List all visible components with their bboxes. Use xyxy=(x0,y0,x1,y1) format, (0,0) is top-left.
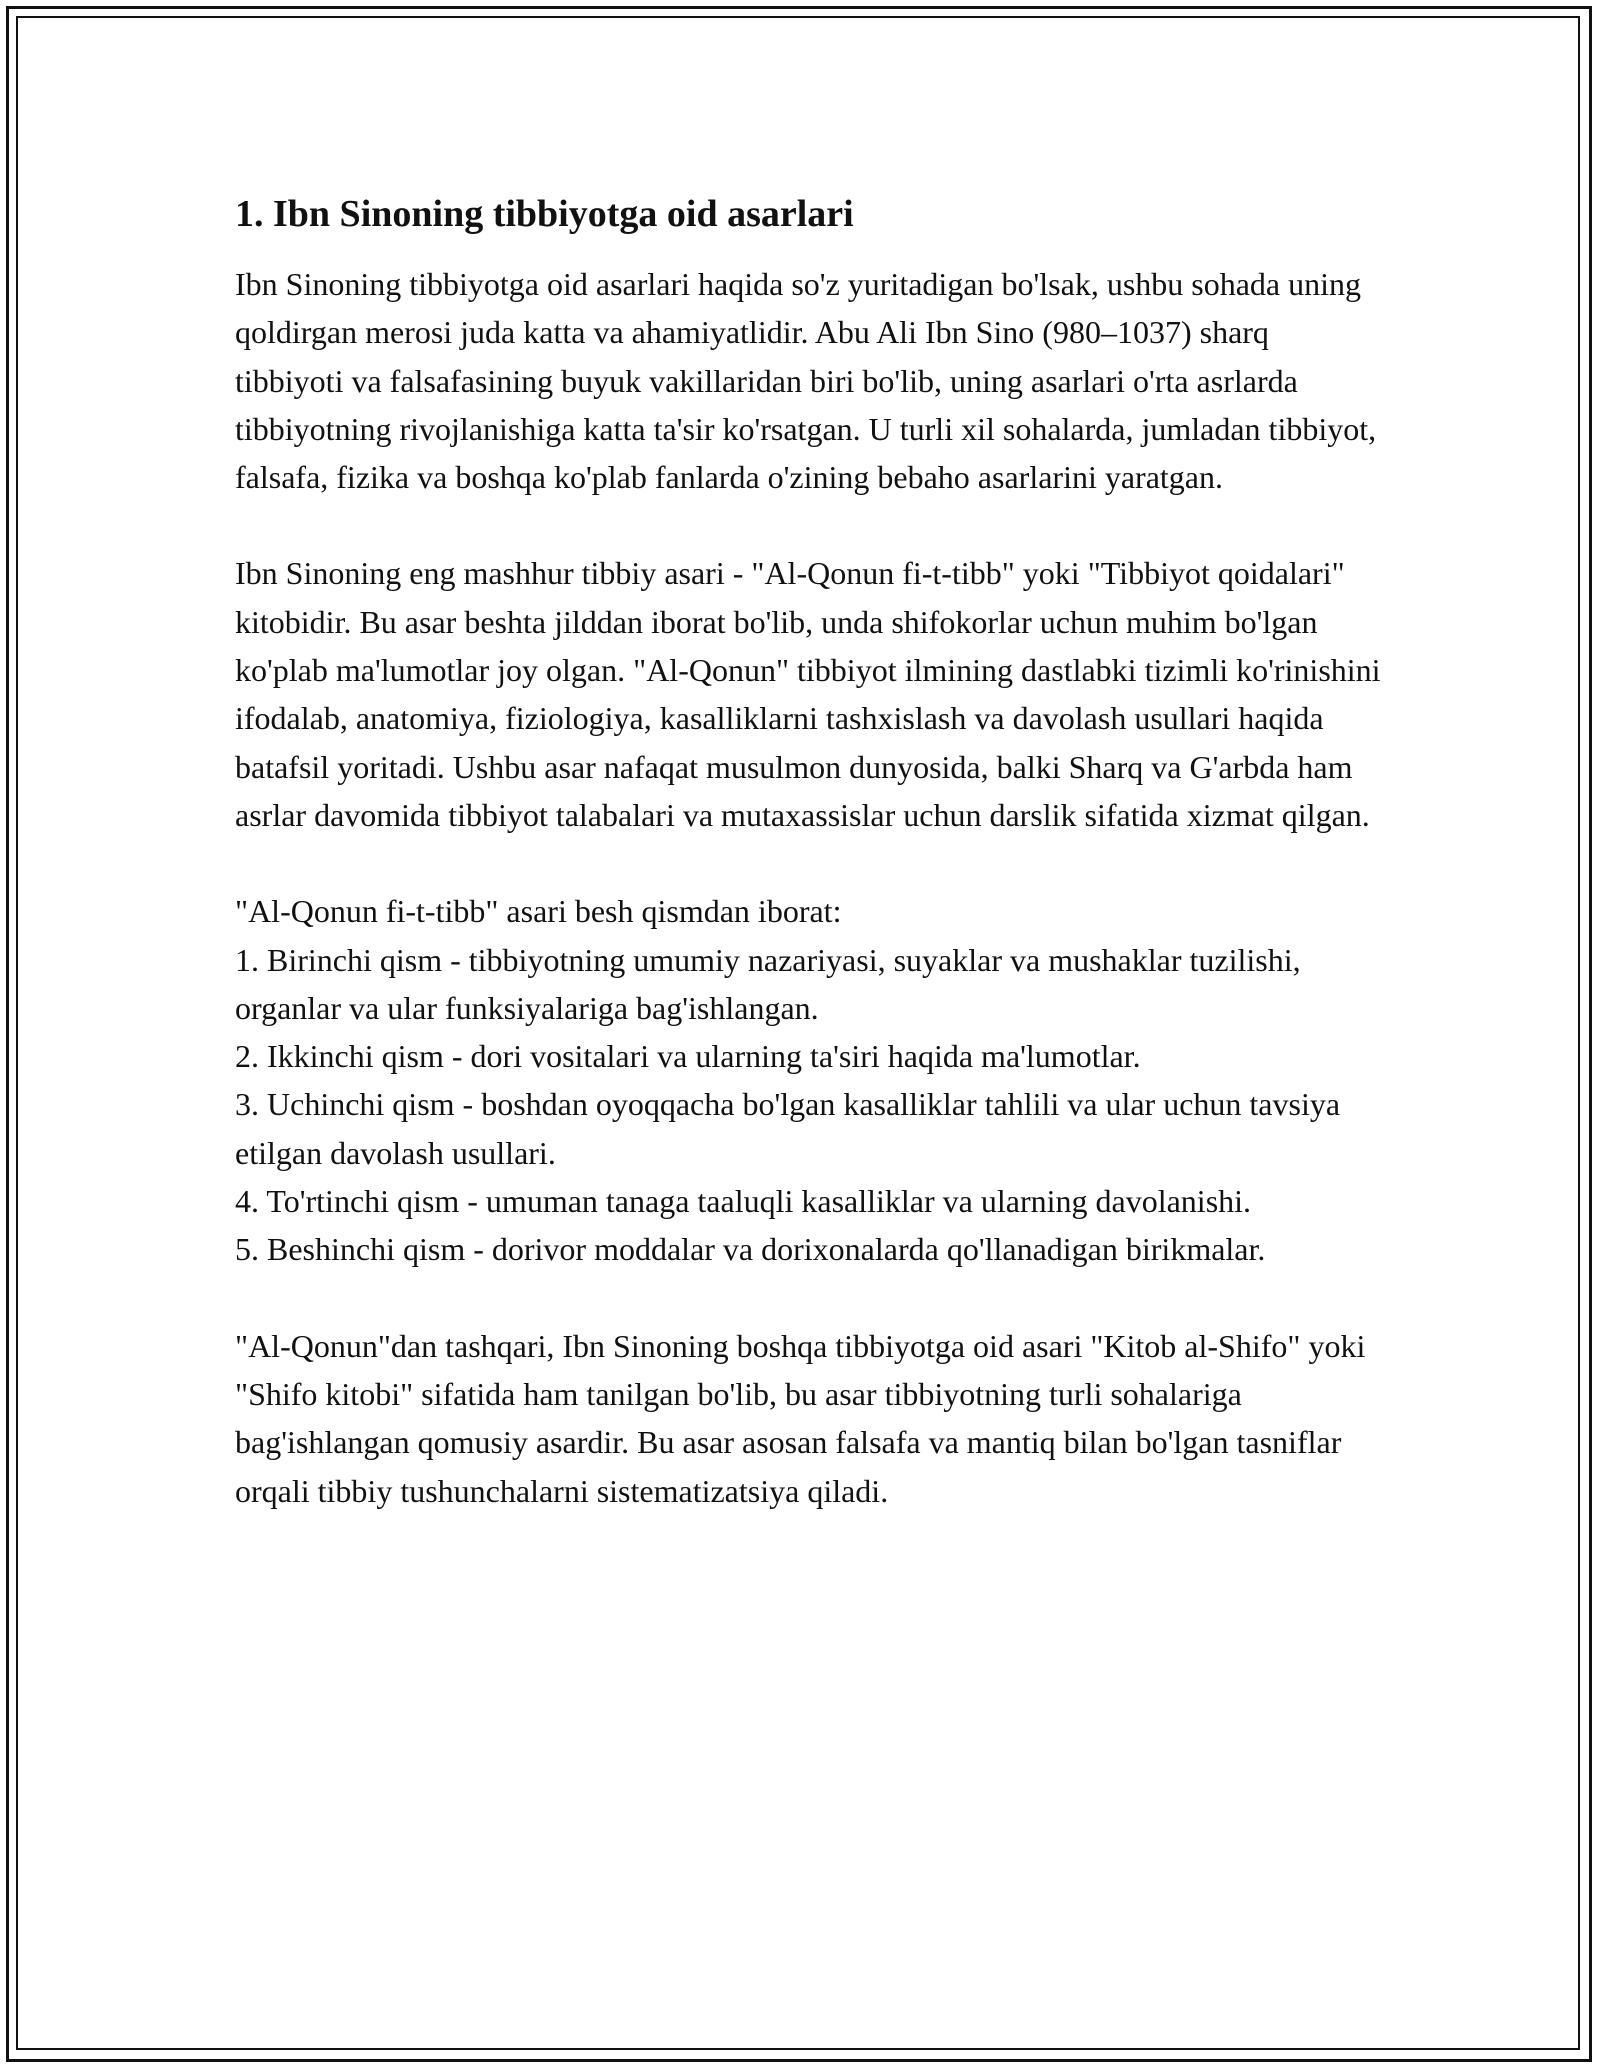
list-item: 3. Uchinchi qism - boshdan oyoqqacha bo'lgan kasalliklar tahlili va ular uchun tavsiya etilgan davolash usullari. xyxy=(235,1086,1341,1171)
list-intro: "Al-Qonun fi-t-tibb" asari besh qismdan iborat: xyxy=(235,893,842,930)
parts-list xyxy=(235,887,1385,1273)
list-item: 4. To'rtinchi qism - umuman tanaga taaluqli kasalliklar va ularning davolanishi. xyxy=(235,1183,1252,1220)
list-item: 2. Ikkinchi qism - dori vositalari va ularning ta'siri haqida ma'lumotlar. xyxy=(235,1038,1141,1075)
paragraph-closing: "Al-Qonun"dan tashqari, Ibn Sinoning boshqa tibbiyotga oid asari "Kitob al-Shifo" yoki "Shifo kitobi" sifatida ham tanilgan bo'lib, bu asar tibbiyotning turli sohalariga bag'ishlangan qomusiy asardir. Bu asar asosan falsafa va mantiq bilan bo'lgan tasniflar orqali tibbiy tushunchalarni sistematizatsiya qiladi. xyxy=(235,1327,1366,1509)
paragraph-al-qonun: Ibn Sinoning eng mashhur tibbiy asari - "Al-Qonun fi-t-tibb" yoki "Tibbiyot qoidalari" kitobidir. Bu asar beshta jilddan iborat bo'lib, unda shifokorlar uchun muhim bo'lgan ko'plab ma'lumotlar joy olgan. "Al-Qonun" tibbiyot ilmining dastlabki tizimli ko'rinishini ifodalab, anatomiya, fiziologiya, kasalliklarni tashxislash va davolash usullari haqida batafsil yoritadi. Ushbu asar nafaqat musulmon dunyosida, balki Sharq va G'arbda ham asrlar davomida tibbiyot talabalari va mutaxassislar uchun darslik sifatida xizmat qilgan. xyxy=(235,555,1381,833)
page-title: 1. Ibn Sinoning tibbiyotga oid asarlari xyxy=(235,193,854,235)
list-item: 1. Birinchi qism - tibbiyotning umumiy nazariyasi, suyaklar va mushaklar tuzilishi, organlar va ular funksiyalariga bag'ishlangan. xyxy=(235,941,1301,1026)
list-item: 5. Beshinchi qism - dorivor moddalar va dorixonalarda qo'llanadigan birikmalar. xyxy=(235,1231,1266,1268)
document-body xyxy=(235,190,1385,1563)
paragraph-intro: Ibn Sinoning tibbiyotga oid asarlari haqida so'z yuritadigan bo'lsak, ushbu sohada uning qoldirgan merosi juda katta va ahamiyatlidir. Abu Ali Ibn Sino (980–1037) sharq tibbiyoti va falsafasining buyuk vakillaridan biri bo'lib, uning asarlari o'rta asrlarda tibbiyotning rivojlanishiga katta ta'sir ko'rsatgan. U turli xil sohalarda, jumladan tibbiyot, falsafa, fizika va boshqa ko'plab fanlarda o'zining bebaho asarlarini yaratgan. xyxy=(235,266,1377,496)
